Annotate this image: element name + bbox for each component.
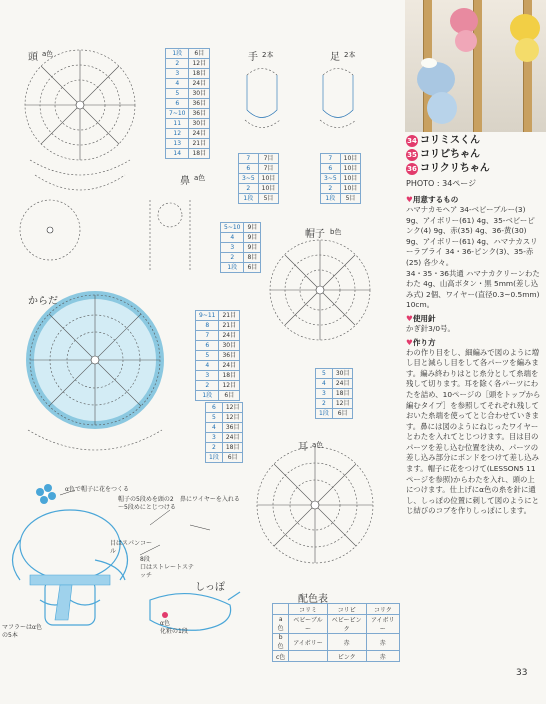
stitch-count-cell: 10目 (258, 174, 279, 184)
row-number-cell: 1段 (196, 391, 219, 401)
row-number-cell: 2 (321, 184, 341, 194)
stitch-count-cell: 10目 (340, 184, 361, 194)
row-number-cell: 2 (239, 184, 259, 194)
stitch-count-cell: 6目 (189, 49, 210, 59)
row-number-cell: 12 (166, 129, 189, 139)
row-number-cell: 5 (166, 89, 189, 99)
product-photo (405, 0, 546, 132)
body-table-row (196, 361, 240, 371)
nose-label: 鼻 (180, 176, 190, 187)
method-text: わの作り目をし、細編みで図のように増し目と減らし目をして各パーツを編みます。編み終わりはとじ糸分として糸端を残して切ります。耳を除く各パーツにわたを詰め、10ページの［頭をトップから編むタイプ］を参照してそれぞれ残しておいた糸端を使ってとじ合わせていきます。鼻には図のようにねじったワイヤーとわたを入れてとじつけます。目は目のパーツを差し込む位置を決め、パーツの差し込み部分にボンドをつけて差し込みます。帽子に花をつけて(LESSON5 11ページを参照)からわたを入れ、頭の上につけます。仕上げにα色の糸を針に通し、しっぽの位置に刺して図のようにとじ結びのコブを作りしっぽにします。 (406, 347, 541, 516)
foot-stitch-table (320, 153, 361, 204)
stitch-count-cell: 10目 (258, 184, 279, 194)
stitch-count-cell: 24目 (219, 361, 240, 371)
row-number-cell: 6 (321, 164, 341, 174)
row-number-cell: 5 (196, 351, 219, 361)
stitch-count-cell: 7目 (258, 164, 279, 174)
row-number-cell: 3 (206, 433, 223, 443)
row-number-cell: 3 (166, 69, 189, 79)
hand-table-row (239, 174, 279, 184)
stitch-count-cell: 24目 (332, 379, 353, 389)
foot-count-label: 2本 (344, 51, 356, 59)
stitch-count-cell: 12目 (222, 413, 243, 423)
stitch-count-cell: 36目 (189, 99, 210, 109)
eye-note: 目はスパンコール (110, 540, 153, 555)
row-number-cell: 7 (321, 154, 341, 164)
row-number-cell: 3 (316, 389, 333, 399)
row-number-cell: 4 (166, 79, 189, 89)
nose-stitch-table (220, 222, 261, 273)
ear-table-row (206, 453, 243, 463)
row-number-cell: 6 (206, 403, 223, 413)
row-number-cell: 1段 (206, 453, 223, 463)
stitch-count-cell: 36目 (222, 423, 243, 433)
row-number-cell: 9~11 (196, 311, 219, 321)
ear-table-row (206, 443, 243, 453)
row-number-cell: 6 (196, 341, 219, 351)
color-table-cell: ベビーブルー (289, 615, 327, 634)
stitch-count-cell: 12目 (332, 399, 353, 409)
stitch-count-cell: 21目 (219, 321, 240, 331)
row-number-cell: 2 (196, 381, 219, 391)
nose-table-row (221, 223, 261, 233)
head-color-label: a色 (42, 50, 54, 58)
stitch-count-cell: 21目 (219, 311, 240, 321)
flower-note: α色で帽子に花をつくる (65, 486, 129, 493)
photo-reference: PHOTO : 34ページ (406, 179, 477, 188)
color-table-cell: 赤 (327, 634, 366, 651)
nose-table-row (221, 243, 261, 253)
needle-text: かぎ針3/0号。 (406, 323, 455, 333)
hand-label: 手 (248, 52, 258, 63)
hat-table-row (316, 409, 353, 419)
row-number-cell: 7~10 (166, 109, 189, 119)
body-table-row (196, 341, 240, 351)
body-label: からだ (28, 296, 58, 307)
needle-heading: ♥使用針 (406, 313, 436, 323)
color-table-cell: アイボリー (289, 634, 327, 651)
row-number-cell: 6 (239, 164, 259, 174)
elephant-figure-drawing (13, 510, 241, 630)
stitch-count-cell: 30目 (189, 119, 210, 129)
ear-stitch-table (205, 402, 243, 463)
color-table-cell: ベビーピンク (327, 615, 366, 634)
row-number-cell: 1段 (221, 263, 244, 273)
body-table-row (196, 391, 240, 401)
hand-table-row (239, 154, 279, 164)
stitch-count-cell: 5目 (258, 194, 279, 204)
stitch-count-cell: 6目 (222, 453, 243, 463)
row-number-cell: 3 (221, 243, 244, 253)
stitch-count-cell: 21目 (189, 139, 210, 149)
hand-table-row (239, 194, 279, 204)
instructions-column (406, 134, 542, 517)
stitch-count-cell: 6目 (332, 409, 353, 419)
nose-table-row (221, 263, 261, 273)
stitch-count-cell: 30目 (189, 89, 210, 99)
head-table-row (166, 49, 210, 59)
hat-table-row (316, 399, 353, 409)
stitch-count-cell: 12目 (219, 381, 240, 391)
head-table-row (166, 119, 210, 129)
project-number-badge: 34 (407, 137, 417, 145)
row-number-cell: 2 (316, 399, 333, 409)
color-table-cell: アイボリー (366, 615, 399, 634)
stitch-count-cell: 8目 (244, 253, 261, 263)
row-number-cell: 14 (166, 149, 189, 159)
head-table-row (166, 59, 210, 69)
project-number-badge: 36 (407, 165, 417, 173)
stitch-count-cell: 10目 (340, 174, 361, 184)
color-table-cell: ピンク (327, 651, 366, 662)
row-number-cell: 3~5 (321, 174, 341, 184)
stitch-count-cell: 9目 (244, 223, 261, 233)
head-table-row (166, 109, 210, 119)
stitch-count-cell: 10目 (340, 154, 361, 164)
stitch-count-cell: 9目 (244, 243, 261, 253)
stitch-count-cell: 30目 (332, 369, 353, 379)
stitch-count-cell: 24目 (222, 433, 243, 443)
stitch-count-cell: 18目 (189, 69, 210, 79)
head-stitch-table (165, 48, 210, 159)
color-table-row (273, 615, 400, 634)
blue-doll-body (427, 92, 457, 124)
row-number-cell: 3 (196, 371, 219, 381)
color-table-cell: b色 (273, 634, 289, 651)
row-number-cell: 4 (316, 379, 333, 389)
stitch-count-cell: 18目 (189, 149, 210, 159)
row-number-cell: 4 (196, 361, 219, 371)
color-table-cell: 赤 (366, 634, 399, 651)
nose-wire-note: 鼻にワイヤーを入れる (180, 496, 240, 503)
materials-text: ハマナカモヘア 34-ベビーブルー(3) 9g、アイボリー(61) 4g、35-ベビーピンク(4) 9g、赤(35) 4g、36-黄(30) 9g、アイボリー(61) 4g、ハマナカスリーラブライ 34・36-ピンク(3)、35-赤(25) 各少々。 (406, 205, 538, 267)
ear-table-row (206, 433, 243, 443)
head-table-row (166, 69, 210, 79)
head-table-row (166, 149, 210, 159)
stitch-count-cell: 24目 (189, 79, 210, 89)
color-table-cell: コリミ (289, 604, 327, 615)
ear-table-row (206, 403, 243, 413)
row-number-cell: 7 (239, 154, 259, 164)
stitch-count-cell: 6目 (244, 263, 261, 273)
color-table-title: 配色表 (298, 594, 328, 605)
stitch-count-cell: 24目 (219, 331, 240, 341)
muffler-note: マフラーはα色の5本 (2, 624, 42, 639)
row-number-cell: 5 (316, 369, 333, 379)
head-table-row (166, 89, 210, 99)
stitch-count-cell: 36目 (189, 109, 210, 119)
row-number-cell: 1段 (316, 409, 333, 419)
body-table-row (196, 351, 240, 361)
stitch-count-cell: 12目 (222, 403, 243, 413)
row-number-cell: 6 (166, 99, 189, 109)
head-table-row (166, 129, 210, 139)
title-item (406, 148, 542, 162)
stitch-count-cell: 12目 (189, 59, 210, 69)
page-number: 33 (516, 668, 528, 678)
row-number-cell: 3~5 (239, 174, 259, 184)
nose-color-label: a色 (194, 174, 206, 182)
blue-doll-head (417, 62, 455, 96)
row-number-cell: 4 (206, 423, 223, 433)
row-number-cell: 7 (196, 331, 219, 341)
row-number-cell: 2 (166, 59, 189, 69)
stitch-count-cell: 5目 (340, 194, 361, 204)
row-number-cell: 1段 (239, 194, 259, 204)
method-heading: ♥作り方 (406, 337, 436, 347)
stitch-count-cell: 10目 (340, 164, 361, 174)
body-table-row (196, 331, 240, 341)
color-table-cell (289, 651, 327, 662)
stitch-count-cell: 36目 (219, 351, 240, 361)
color-table-row (273, 604, 400, 615)
body-table-row (196, 381, 240, 391)
title-item (406, 162, 542, 176)
ear-table-row (206, 413, 243, 423)
row-number-cell: 1段 (166, 49, 189, 59)
materials-heading: ♥用意するもの (406, 195, 459, 204)
color-table-cell: コリク (366, 604, 399, 615)
stitch-count-cell: 7目 (258, 154, 279, 164)
flower-drawing (36, 484, 56, 504)
head-table-row (166, 139, 210, 149)
tail-note: α色 化粧の1段 (160, 620, 188, 635)
color-table-cell: a色 (273, 615, 289, 634)
title-item (406, 134, 542, 148)
row-number-cell: 2 (221, 253, 244, 263)
blue-doll-hat (421, 58, 437, 68)
yellow-doll-body (515, 38, 539, 62)
color-table-cell: 赤 (366, 651, 399, 662)
stitch-count-cell: 24目 (189, 129, 210, 139)
stitch-note: 8段 口はストレートステッチ (140, 556, 194, 579)
foot-table-row (321, 174, 361, 184)
hand-stitch-table (238, 153, 279, 204)
row-number-cell: 8 (196, 321, 219, 331)
foot-table-row (321, 154, 361, 164)
color-table (272, 603, 400, 662)
pink-doll-body (455, 30, 477, 52)
hat-stitch-table (315, 368, 353, 419)
hand-table-row (239, 184, 279, 194)
color-table-row (273, 634, 400, 651)
nose-table-row (221, 233, 261, 243)
body-table-row (196, 321, 240, 331)
project-name: コリミスくん (420, 135, 480, 146)
hand-count-label: 2本 (262, 51, 274, 59)
head-table-row (166, 79, 210, 89)
ear-table-row (206, 423, 243, 433)
hat-table-row (316, 369, 353, 379)
stitch-count-cell: 18目 (222, 443, 243, 453)
hat-color-label: b色 (330, 228, 342, 236)
ear-color-label: a色 (312, 441, 324, 449)
hat-label: 帽子 (305, 229, 325, 240)
color-table-cell (273, 604, 289, 615)
stitch-count-cell: 18目 (332, 389, 353, 399)
body-stitch-table (195, 310, 240, 401)
row-number-cell: 1段 (321, 194, 341, 204)
stitch-count-cell: 18目 (219, 371, 240, 381)
materials-text-common: 34・35・36共通 ハマナカクリーンわたわた 4g、山高ボタン・黒 5mm(差し込み式) 2個、ワイヤー(直径0.3~0.5mm) 10cm。 (406, 268, 540, 310)
foot-table-row (321, 184, 361, 194)
row-number-cell: 2 (206, 443, 223, 453)
head-label: 頭 (28, 52, 38, 63)
ear-label: 耳 (298, 442, 308, 453)
hat-table-row (316, 389, 353, 399)
foot-label: 足 (330, 52, 340, 63)
row-number-cell: 11 (166, 119, 189, 129)
row-number-cell: 5~10 (221, 223, 244, 233)
project-name: コリピちゃん (420, 149, 480, 160)
row-number-cell: 4 (221, 233, 244, 243)
color-table-cell: コリピ (327, 604, 366, 615)
foot-table-row (321, 164, 361, 174)
color-table-cell: c色 (273, 651, 289, 662)
title-list (406, 134, 542, 176)
stitch-count-cell: 30目 (219, 341, 240, 351)
stitch-count-cell: 9目 (244, 233, 261, 243)
body-table-row (196, 311, 240, 321)
nose-table-row (221, 253, 261, 263)
head-table-row (166, 99, 210, 109)
row-number-cell: 5 (206, 413, 223, 423)
project-number-badge: 35 (407, 151, 417, 159)
foot-table-row (321, 194, 361, 204)
project-name: コリクリちゃん (420, 163, 490, 174)
color-table-row (273, 651, 400, 662)
stitch-count-cell: 6目 (219, 391, 240, 401)
hat-table-row (316, 379, 353, 389)
row-number-cell: 13 (166, 139, 189, 149)
tail-label: しっぽ (195, 582, 225, 593)
hand-table-row (239, 164, 279, 174)
body-table-row (196, 371, 240, 381)
hat-sew-note: 帽子の5段めを頭の2～5段めにとじつける (118, 496, 176, 511)
